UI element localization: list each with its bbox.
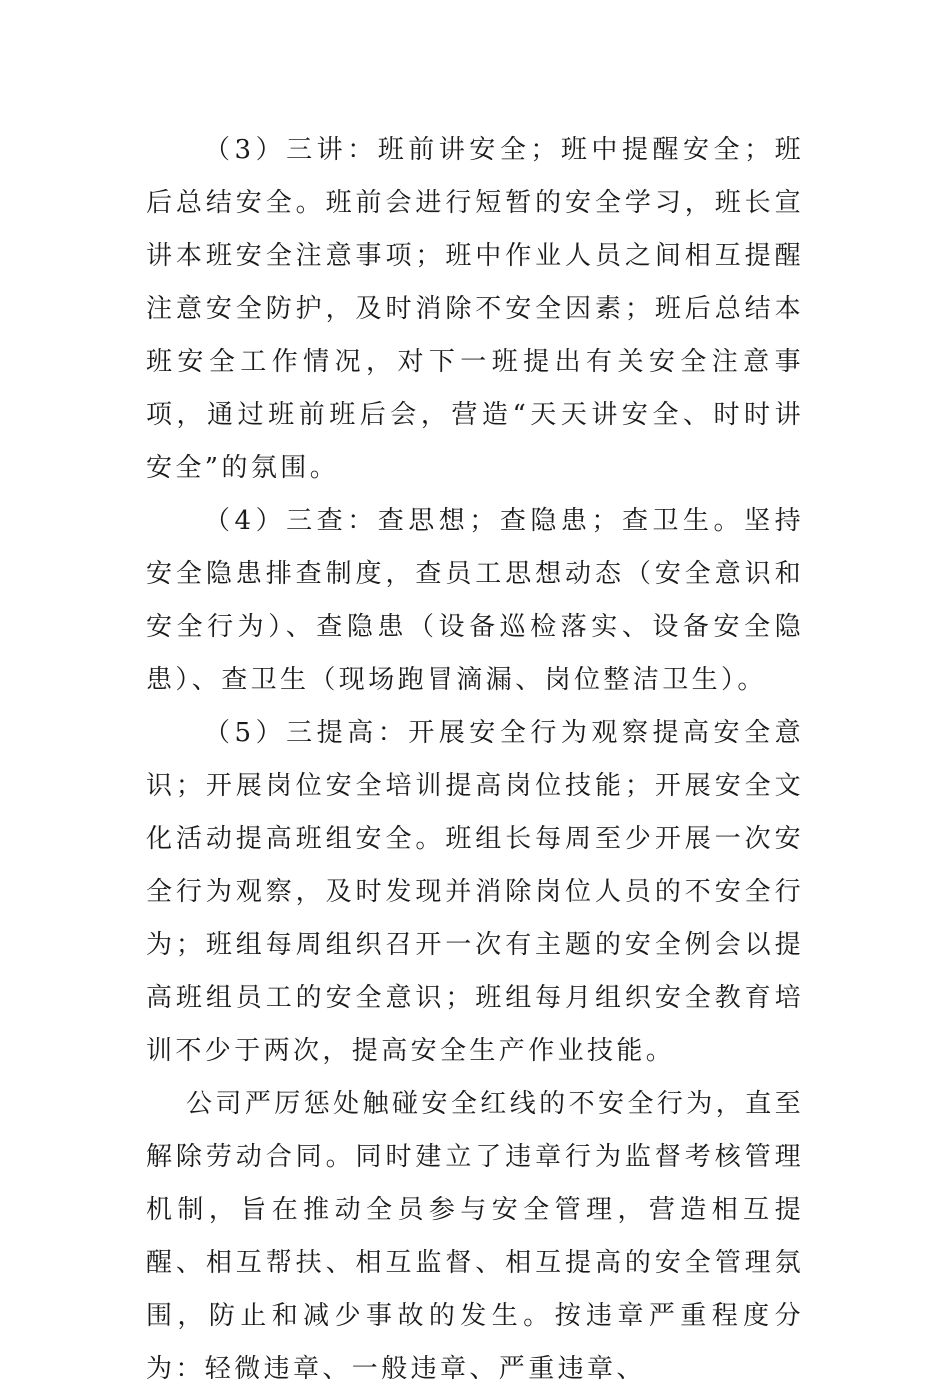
document-body: [146, 124, 804, 1396]
paragraph-violation-management: 公司严厉惩处触碰安全红线的不安全行为，直至解除劳动合同。同时建立了违章行为监督考核管理机制，旨在推动全员参与安全管理，营造相互提醒、相互帮扶、相互监督、相互提高的安全管理氛围，防止和减少事故的发生。按违章严重程度分为：轻微违章、一般违章、严重违章、: [146, 1089, 804, 1384]
paragraph-three-talks: （3）三讲：班前讲安全；班中提醒安全；班后总结安全。班前会进行短暂的安全学习，班长宣讲本班安全注意事项；班中作业人员之间相互提醒注意安全防护，及时消除不安全因素；班后总结本班安全工作情况，对下一班提出有关安全注意事项，通过班前班后会，营造“天天讲安全、时时讲安全”的氛围。: [146, 135, 804, 483]
paragraph-three-checks: （4）三查：查思想；查隐患；查卫生。坚持安全隐患排查制度，查员工思想动态（安全意识和安全行为）、查隐患（设备巡检落实、设备安全隐患）、查卫生（现场跑冒滴漏、岗位整洁卫生）。: [146, 506, 804, 695]
paragraph-three-improvements: （5）三提高：开展安全行为观察提高安全意识；开展岗位安全培训提高岗位技能；开展安全文化活动提高班组安全。班组长每周至少开展一次安全行为观察，及时发现并消除岗位人员的不安全行为；班组每周组织召开一次有主题的安全例会以提高班组员工的安全意识；班组每月组织安全教育培训不少于两次，提高安全生产作业技能。: [146, 718, 804, 1066]
